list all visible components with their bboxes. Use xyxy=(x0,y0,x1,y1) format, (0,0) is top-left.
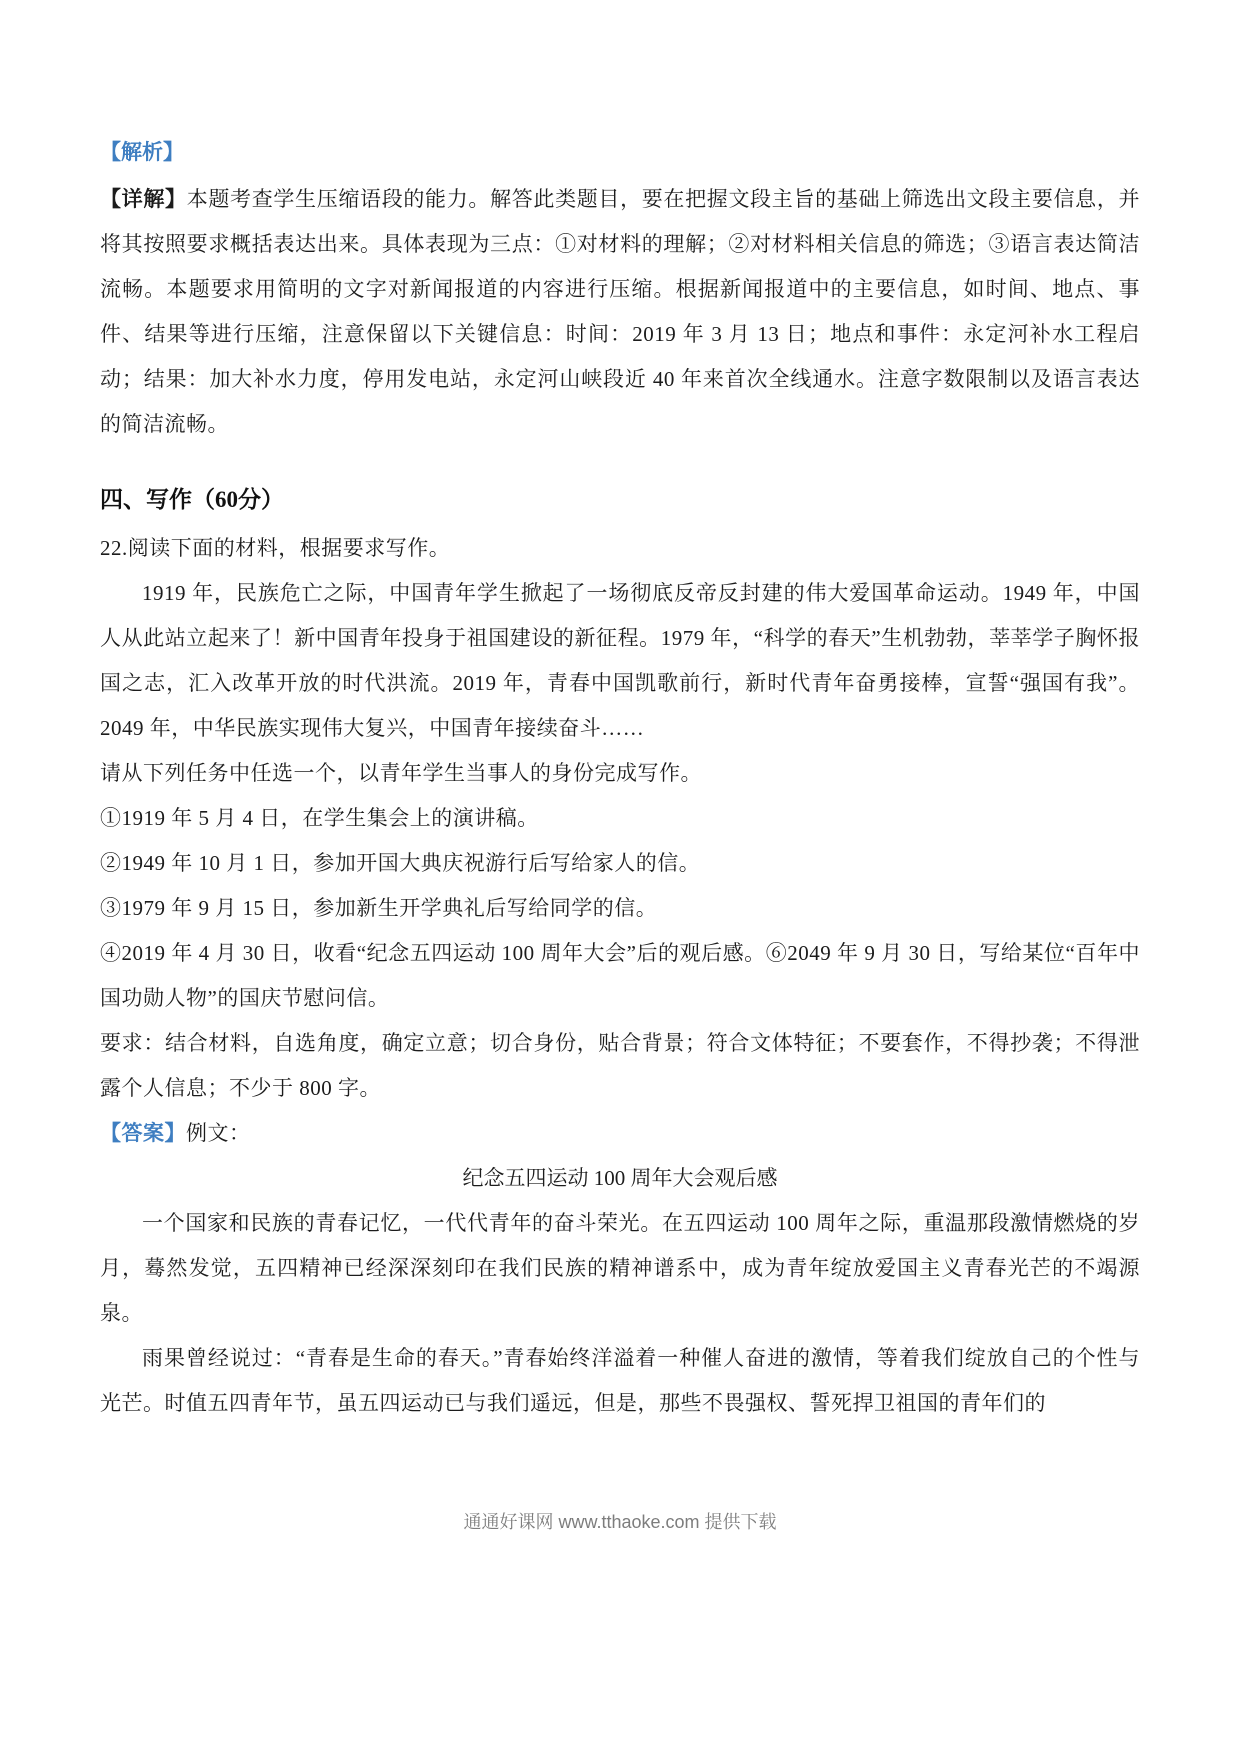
task-item-4: ④2019 年 4 月 30 日，收看“纪念五四运动 100 周年大会”后的观后感。⑥2049 年 9 月 30 日，写给某位“百年中国功勋人物”的国庆节慰问信。 xyxy=(100,941,1140,1010)
page-footer: 通通好课网 www.tthaoke.com 提供下载 xyxy=(463,1512,777,1532)
answer-label: 【答案】 xyxy=(100,1121,186,1145)
requirements-paragraph: 要求：结合材料，自选角度，确定立意；切合身份，贴合背景；符合文体特征；不要套作，不得抄袭；不得泄露个人信息；不少于 800 字。 xyxy=(100,1031,1140,1100)
answer-label-suffix: 例文： xyxy=(186,1121,251,1145)
essay-paragraph-2: 雨果曾经说过：“青春是生命的春天。”青春始终洋溢着一种催人奋进的激情，等着我们绽放自己的个性与光芒。时值五四青年节，虽五四运动已与我们遥远，但是，那些不畏强权、誓死捍卫祖国的青年们的 xyxy=(100,1346,1140,1415)
answer-line xyxy=(100,1111,1140,1156)
task-item-2: ②1949 年 10 月 1 日，参加开国大典庆祝游行后写给家人的信。 xyxy=(100,851,701,875)
material-paragraph: 1919 年，民族危亡之际，中国青年学生掀起了一场彻底反帝反封建的伟大爱国革命运动。1949 年，中国人从此站立起来了！新中国青年投身于祖国建设的新征程。1979 年，“科学的春天”生机勃勃，莘莘学子胸怀报国之志，汇入改革开放的时代洪流。2019 年，青春中国凯歌前行，新时代青年奋勇接棒，宣誓“强国有我”。2049 年，中华民族实现伟大复兴，中国青年接续奋斗…… xyxy=(100,581,1140,740)
instruction-line: 请从下列任务中任选一个，以青年学生当事人的身份完成写作。 xyxy=(100,761,702,785)
question-intro: 阅读下面的材料，根据要求写作。 xyxy=(127,536,451,560)
detail-text: 本题考查学生压缩语段的能力。解答此类题目，要在把握文段主旨的基础上筛选出文段主要信息，并将其按照要求概括表达出来。具体表现为三点：①对材料的理解；②对材料相关信息的筛选；③语言表达简洁流畅。本题要求用简明的文字对新闻报道的内容进行压缩。根据新闻报道中的主要信息，如时间、地点、事件、结果等进行压缩，注意保留以下关键信息：时间：2019 年 3 月 13 日；地点和事件：永定河补水工程启动；结果：加大补水力度，停用发电站，永定河山峡段近 40 年来首次全线通水。注意字数限制以及语言表达的简洁流畅。 xyxy=(100,187,1141,436)
analysis-label: 【解析】 xyxy=(100,140,184,164)
essay-title: 纪念五四运动 100 周年大会观后感 xyxy=(462,1166,778,1190)
detail-label: 【详解】 xyxy=(100,187,187,211)
detail-paragraph xyxy=(100,177,1140,447)
section-header-writing: 四、写作（60分） xyxy=(100,487,284,512)
essay-paragraph-1: 一个国家和民族的青春记忆，一代代青年的奋斗荣光。在五四运动 100 周年之际，重温那段激情燃烧的岁月，蓦然发觉，五四精神已经深深刻印在我们民族的精神谱系中，成为青年绽放爱国主义青春光芒的不竭源泉。 xyxy=(100,1211,1140,1325)
task-item-3: ③1979 年 9 月 15 日，参加新生开学典礼后写给同学的信。 xyxy=(100,896,658,920)
question-number: 22. xyxy=(100,536,128,560)
question-line xyxy=(100,526,1140,571)
task-item-1: ①1919 年 5 月 4 日，在学生集会上的演讲稿。 xyxy=(100,806,539,830)
